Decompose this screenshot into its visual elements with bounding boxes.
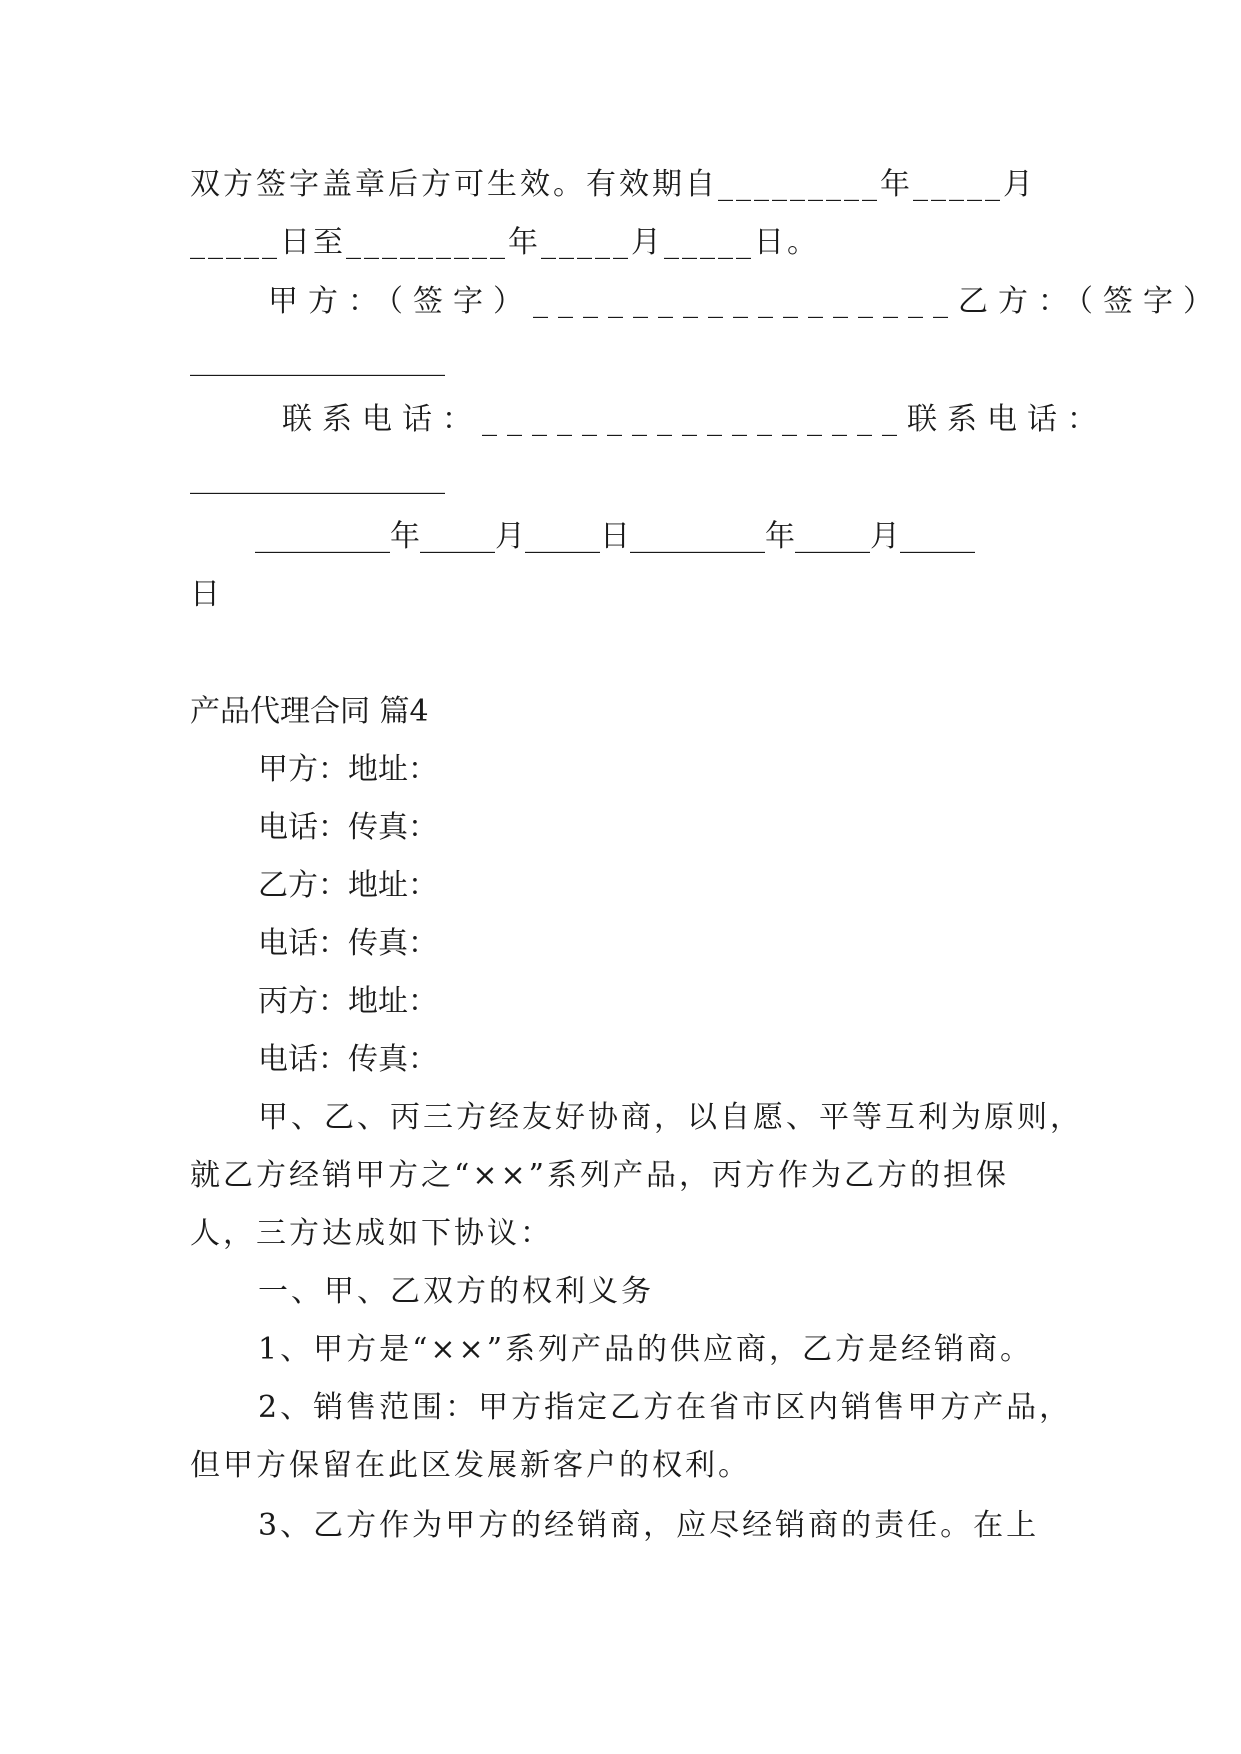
clause-item: 3、乙方作为甲方的经销商，应尽经销商的责任。在上 (258, 1508, 1040, 1543)
paragraph-line: 就乙方经销甲方之“××”系列产品，丙方作为乙方的担保 (190, 1158, 1009, 1193)
date-line: _________年_____月_____日_________年_____月_____ (255, 519, 975, 554)
party-c-phone: 电话：传真： (258, 1042, 438, 1077)
party-a-address: 甲方：地址： (258, 752, 438, 787)
signature-line: 甲方：（签字）_________________乙方：（签字） (268, 284, 1223, 319)
clause-item: 但甲方保留在此区发展新客户的权利。 (190, 1448, 751, 1483)
clause-item: 1、甲方是“××”系列产品的供应商，乙方是经销商。 (258, 1332, 1034, 1367)
section-title: 产品代理合同 篇4 (190, 694, 429, 729)
paragraph-line: 人，三方达成如下协议： (190, 1216, 553, 1251)
clause-heading: 一、甲、乙双方的权利义务 (258, 1274, 654, 1309)
party-a-phone: 电话：传真： (258, 810, 438, 845)
paragraph-line: _____日至_________年_____月_____日。 (190, 225, 820, 260)
phone-line: 联系电话：_________________联系电话： (282, 402, 1107, 437)
party-b-address: 乙方：地址： (258, 868, 438, 903)
party-c-address: 丙方：地址： (258, 984, 438, 1019)
paragraph-line: 甲、乙、丙三方经友好协商，以自愿、平等互利为原则， (258, 1100, 1083, 1135)
clause-item: 2、销售范围：甲方指定乙方在省市区内销售甲方产品， (258, 1390, 1073, 1425)
party-b-phone: 电话：传真： (258, 926, 438, 961)
paragraph-line: 双方签字盖章后方可生效。有效期自_________年_____月 (190, 167, 1036, 202)
phone-blank: _________________ (190, 460, 445, 495)
signature-blank: _________________ (190, 342, 445, 377)
date-line-end: 日 (190, 577, 220, 612)
